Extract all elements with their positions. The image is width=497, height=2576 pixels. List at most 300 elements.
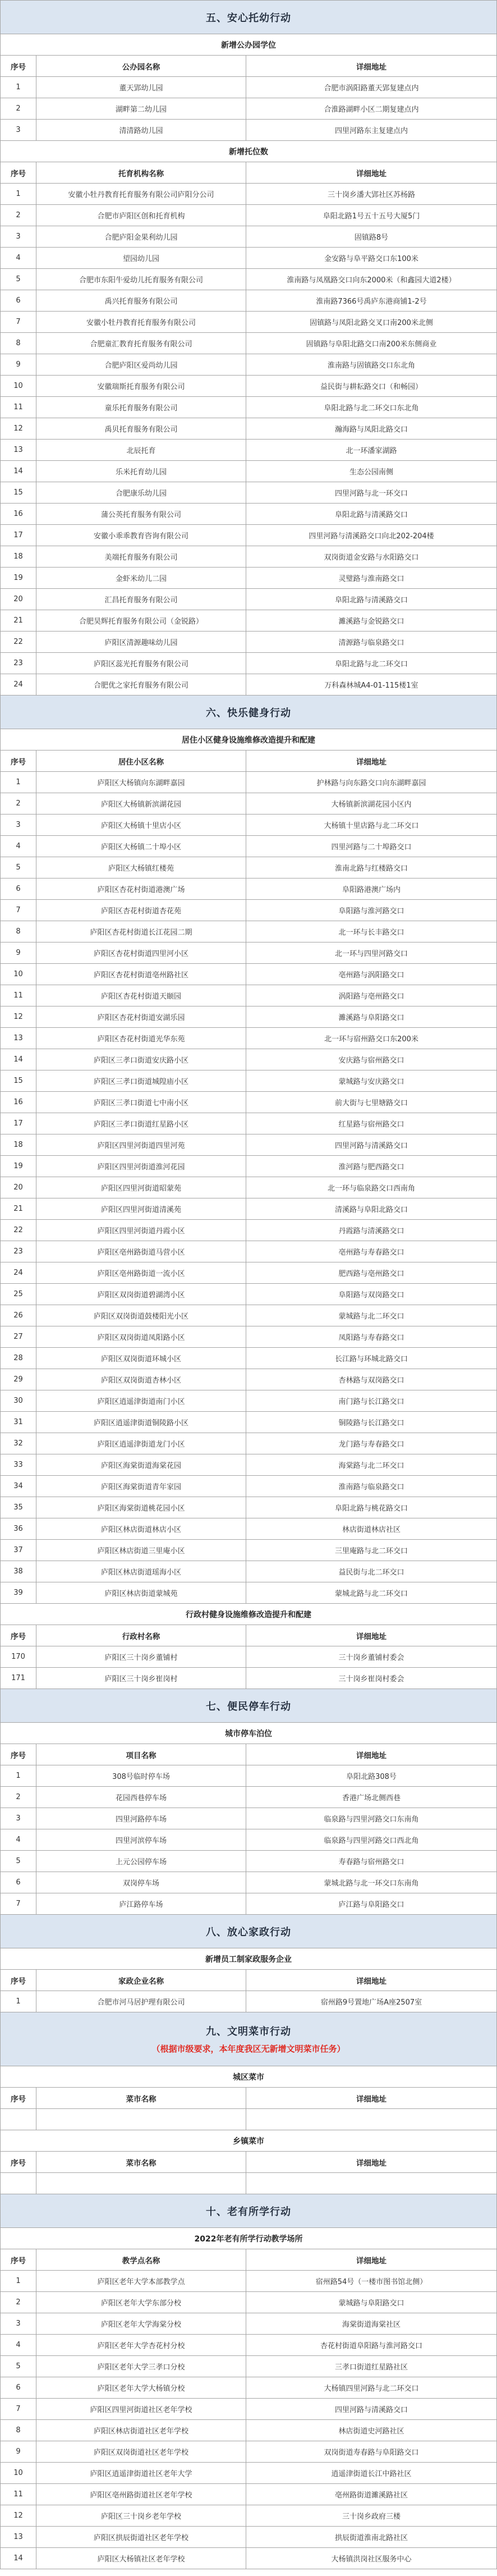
cell-index: 2	[1, 2292, 36, 2313]
cell-name: 庐阳区杏花村街道杏花苑	[36, 900, 246, 921]
cell-address: 长江路与环城北路交口	[334, 1355, 408, 1364]
table-row	[1, 1540, 496, 1561]
table-row	[1, 2335, 496, 2356]
cell-address: 临泉路与四里河路交口西北角	[324, 1837, 419, 1845]
section-title	[1, 2194, 496, 2228]
cell-address: 亳州路街道濉溪路社区	[334, 2491, 408, 2500]
cell-name: 庐阳区双岗街道社区老年学校	[36, 2441, 246, 2462]
cell-address: 固镇路8号	[354, 234, 389, 242]
table-row	[1, 1326, 496, 1348]
cell-index: 1	[1, 772, 36, 793]
cell-address: 龙门路与寿春路交口	[338, 1440, 404, 1449]
cell-name: 庐阳区林店街道三里庵小区	[36, 1540, 246, 1561]
cell-index: 10	[1, 2463, 36, 2483]
cell-name: 庐阳区海棠街道海棠花园	[36, 1454, 246, 1475]
column-header-index: 序号	[1, 751, 36, 771]
cell-name: 禹兴托育服务有限公司	[36, 290, 246, 311]
cell-index: 22	[1, 1220, 36, 1241]
cell-address: 北一环与宿州路交口东200米	[324, 1035, 418, 1044]
cell-index: 7	[1, 312, 36, 332]
table-row	[1, 836, 496, 857]
cell-name: 庐阳区逍遥津街道社区老年大学	[36, 2463, 246, 2483]
cell-index: 29	[1, 1369, 36, 1390]
cell-index: 35	[1, 1497, 36, 1518]
table-row	[1, 2527, 496, 2548]
cell-index: 19	[1, 568, 36, 588]
cell-index: 13	[1, 1028, 36, 1049]
empty-cell	[246, 2173, 496, 2194]
cell-name: 庐阳区双岗街道鼓楼阳光小区	[36, 1305, 246, 1326]
cell-address: 亳州路与寿春路交口	[338, 1248, 404, 1257]
section-title	[1, 1915, 496, 1948]
column-header-index: 序号	[1, 1744, 36, 1765]
cell-name: 庐阳区四里河街道淮河花园	[36, 1156, 246, 1177]
cell-address: 海棠街道海棠社区	[342, 2321, 401, 2329]
table-row	[1, 921, 496, 942]
table-row	[1, 2271, 496, 2292]
cell-index: 23	[1, 653, 36, 674]
table-row	[1, 2484, 496, 2505]
section	[1, 696, 496, 1689]
cell-index: 20	[1, 1177, 36, 1198]
cell-index: 9	[1, 2441, 36, 2462]
cell-name: 庐阳区杏花村街道天颐园	[36, 985, 246, 1006]
cell-name: 四里河路停车场	[36, 1808, 246, 1829]
cell-address: 安庆路与宿州路交口	[338, 1056, 404, 1065]
section-title	[1, 1, 496, 34]
cell-index: 3	[1, 815, 36, 835]
cell-index: 20	[1, 589, 36, 610]
cell-name: 上元公园停车场	[36, 1851, 246, 1872]
cell-address: 宿州路9号置地广场A座2507室	[320, 1998, 422, 2007]
cell-index: 18	[1, 546, 36, 567]
table-row	[1, 674, 496, 696]
column-header-address: 详细地址	[356, 62, 386, 72]
table-row	[1, 1156, 496, 1177]
section	[1, 2012, 496, 2194]
cell-index: 24	[1, 1262, 36, 1283]
section-title-text: 十、老有所学行动	[206, 2206, 291, 2218]
cell-name: 庐阳区老年大学三孝口分校	[36, 2356, 246, 2377]
column-header-name: 菜市名称	[36, 2088, 246, 2108]
column-header-index: 序号	[1, 2152, 36, 2172]
cell-index: 2	[1, 98, 36, 119]
cell-index: 10	[1, 376, 36, 396]
empty-cell	[246, 2109, 496, 2130]
cell-index: 11	[1, 2484, 36, 2505]
cell-address: 林店街道史河路社区	[338, 2427, 404, 2436]
cell-name: 庐阳区林店街道林店小区	[36, 1518, 246, 1539]
cell-address: 肥西路与亳州路交口	[338, 1270, 404, 1278]
cell-address: 四里河路与清溪路交口	[334, 2406, 408, 2414]
cell-name: 安徽小牡丹教育托育服务有限公司	[36, 312, 246, 332]
section	[1, 1915, 496, 2012]
cell-name: 庐阳区三孝口街道红星路小区	[36, 1113, 246, 1134]
column-header-index: 序号	[1, 1970, 36, 1991]
cell-index: 1	[1, 1765, 36, 1786]
cell-address: 庐江路与阜阳路交口	[338, 1901, 404, 1909]
cell-name: 庐阳区大杨镇向东湖畔嘉园	[36, 772, 246, 793]
cell-index: 33	[1, 1454, 36, 1475]
cell-name: 庐阳区杏花村街道光华东苑	[36, 1028, 246, 1049]
cell-address: 阜阳北路与清溪路交口	[334, 511, 408, 519]
cell-name: 庐阳区老年大学大杨镇分校	[36, 2377, 246, 2398]
table-row	[1, 1893, 496, 1915]
cell-address: 寿春路与宿州路交口	[338, 1858, 404, 1866]
cell-name: 庐阳区三十岗乡老年学校	[36, 2505, 246, 2526]
cell-address: 益民街与北二环交口	[338, 1568, 404, 1577]
cell-address: 蒙城北路与北二环交口	[334, 1590, 408, 1598]
cell-index: 6	[1, 1872, 36, 1893]
table-row	[1, 610, 496, 632]
table-row	[1, 1829, 496, 1851]
cell-name: 庐阳区逍遥津街道龙门小区	[36, 1433, 246, 1454]
cell-index: 14	[1, 2548, 36, 2569]
cell-name: 合肥庐阳区爱尚幼儿园	[36, 354, 246, 375]
cell-address: 清溪路与阜阳北路交口	[334, 1206, 408, 1214]
cell-name: 庐阳区四里河街道昭蒙苑	[36, 1177, 246, 1198]
cell-address: 四里河路与清溪路交口向北202-204楼	[309, 532, 434, 541]
cell-address: 铜陵路与长江路交口	[338, 1419, 404, 1427]
table-row	[1, 2313, 496, 2335]
table-row	[1, 815, 496, 836]
cell-address: 蒙城路与安庆路交口	[338, 1078, 404, 1086]
table-row	[1, 568, 496, 589]
column-header-address: 详细地址	[356, 169, 386, 179]
table-subtitle: 行政村健身设施维修改造提升和配建	[1, 1604, 496, 1625]
table-header-row	[1, 2088, 496, 2109]
table-row	[1, 942, 496, 964]
cell-index: 7	[1, 2399, 36, 2419]
cell-address: 大杨镇十里店路与北二环交口	[324, 822, 419, 830]
table-row	[1, 418, 496, 440]
table-row	[1, 226, 496, 248]
empty-cell	[36, 2109, 246, 2130]
empty-cell	[1, 2173, 36, 2194]
cell-index: 1	[1, 77, 36, 98]
table-header-row	[1, 56, 496, 77]
cell-name: 庐阳区亳州路街道社区老年学校	[36, 2484, 246, 2505]
cell-index: 12	[1, 1006, 36, 1027]
cell-name: 庐阳区双岗街道碧湖湾小区	[36, 1284, 246, 1305]
section-title-text: 九、文明菜市行动	[206, 2026, 291, 2038]
cell-address: 阜阳路与淮河路交口	[338, 907, 404, 916]
table-row	[1, 964, 496, 985]
cell-name: 北辰托育	[36, 440, 246, 460]
cell-index: 39	[1, 1582, 36, 1603]
cell-address: 合淮路湖畔小区二期复建点内	[324, 106, 419, 114]
cell-index: 13	[1, 2527, 36, 2547]
cell-name: 四里河滨停车场	[36, 1829, 246, 1850]
table-row	[1, 290, 496, 312]
cell-name: 庐阳区双岗街道环城小区	[36, 1348, 246, 1369]
cell-name: 庐阳区四里河街道丹霞小区	[36, 1220, 246, 1241]
cell-address: 北一环潘家湖路	[346, 447, 397, 455]
table-row	[1, 1262, 496, 1284]
cell-address: 三十岗乡董铺村委会	[338, 1654, 404, 1662]
cell-name: 庐阳区大杨镇红楼苑	[36, 857, 246, 878]
cell-index: 7	[1, 900, 36, 921]
column-header-address: 详细地址	[356, 1976, 386, 1986]
cell-index: 2	[1, 793, 36, 814]
table-row	[1, 1787, 496, 1808]
table-row	[1, 1518, 496, 1540]
table-header-row	[1, 162, 496, 184]
cell-name: 庐阳区逍遥津街道南门小区	[36, 1390, 246, 1411]
cell-address: 北一环与临泉路交口西南角	[327, 1184, 415, 1193]
cell-index: 38	[1, 1561, 36, 1582]
table-row	[1, 1454, 496, 1476]
cell-index: 10	[1, 964, 36, 985]
table-row	[1, 900, 496, 921]
section-title-text: 八、放心家政行动	[206, 1926, 291, 1938]
cell-index: 1	[1, 2271, 36, 2291]
cell-index: 17	[1, 525, 36, 546]
cell-address: 合肥市涡阳路董天郢复建点内	[324, 84, 419, 93]
cell-name: 庐阳区杏花村街道港澳广场	[36, 879, 246, 899]
cell-index: 1	[1, 1991, 36, 2012]
column-header-name: 居住小区名称	[36, 751, 246, 771]
column-header-address: 详细地址	[356, 1632, 386, 1641]
table-subtitle: 乡镇菜市	[1, 2130, 496, 2152]
empty-row	[1, 2173, 496, 2194]
cell-address: 杏林路与双岗路交口	[338, 1376, 404, 1385]
cell-address: 林店街道林店社区	[342, 1526, 401, 1534]
cell-index: 31	[1, 1412, 36, 1433]
cell-name: 合肥童汇教育托育服务有限公司	[36, 333, 246, 354]
section-note: （根据市级要求，本年度我区无新增文明菜市任务）	[151, 2044, 346, 2054]
table-row	[1, 269, 496, 290]
column-header-name: 行政村名称	[36, 1625, 246, 1646]
cell-name: 庐阳区大杨镇二十埠小区	[36, 836, 246, 857]
cell-address: 大杨镇新滨湖花园小区内	[331, 800, 412, 809]
cell-address: 淮南路与固镇路交口东北角	[327, 362, 415, 370]
cell-name: 庐阳区老年大学杏花村分校	[36, 2335, 246, 2355]
table-row	[1, 1390, 496, 1412]
cell-index: 3	[1, 2313, 36, 2334]
cell-index: 4	[1, 1829, 36, 1850]
table-row	[1, 2399, 496, 2420]
cell-index: 16	[1, 1092, 36, 1113]
cell-index: 3	[1, 1808, 36, 1829]
table-row	[1, 2548, 496, 2569]
cell-index: 36	[1, 1518, 36, 1539]
cell-address: 北一环与长丰路交口	[338, 928, 404, 937]
cell-address: 逍遥津街道长江中路社区	[331, 2470, 412, 2478]
cell-index: 5	[1, 857, 36, 878]
table-row	[1, 1049, 496, 1070]
cell-address: 四里河路东主复建点内	[334, 127, 408, 135]
cell-address: 阜阳路与双岗路交口	[338, 1291, 404, 1300]
cell-address: 三里庵路与北二环交口	[334, 1547, 408, 1555]
cell-name: 金虾米幼儿二园	[36, 568, 246, 588]
cell-address: 濉溪路与金锐路交口	[338, 617, 404, 626]
cell-name: 庐阳区三孝口街道城隍庙小区	[36, 1070, 246, 1091]
cell-address: 濉溪路与阜阳路交口	[338, 1014, 404, 1022]
table-row	[1, 1476, 496, 1497]
cell-address: 瀚海路与凤阳北路交口	[334, 425, 408, 434]
cell-address: 三十岗乡潘大郢社区苏杨路	[327, 191, 415, 199]
cell-name: 庐阳区四里河街道四里河苑	[36, 1134, 246, 1155]
table-subtitle: 2022年老有所学行动教学场所	[1, 2228, 496, 2249]
cell-index: 171	[1, 1668, 36, 1689]
column-header-index: 序号	[1, 162, 36, 183]
cell-name: 庐阳区三十岗乡董铺村	[36, 1646, 246, 1667]
cell-index: 11	[1, 985, 36, 1006]
section-title	[1, 696, 496, 729]
table-row	[1, 1561, 496, 1582]
cell-name: 庐阳区林店街道蒙城苑	[36, 1582, 246, 1603]
cell-index: 32	[1, 1433, 36, 1454]
cell-index: 5	[1, 2356, 36, 2377]
cell-name: 双岗停车场	[36, 1872, 246, 1893]
cell-name: 庐阳区三孝口街道安庆路小区	[36, 1049, 246, 1070]
cell-name: 庐阳区逍遥津街道铜陵路小区	[36, 1412, 246, 1433]
cell-address: 固镇路与阜阳北路交口南200米东侧商业	[306, 340, 437, 349]
cell-name: 蒲公英托育服务有限公司	[36, 504, 246, 524]
column-header-name: 托育机构名称	[36, 162, 246, 183]
cell-address: 清源路与临泉路交口	[338, 639, 404, 647]
table-row	[1, 184, 496, 205]
cell-index: 5	[1, 1851, 36, 1872]
column-header-address: 详细地址	[356, 757, 386, 767]
cell-address: 阜阳北路308号	[346, 1773, 397, 1781]
table-row	[1, 793, 496, 815]
cell-index: 6	[1, 290, 36, 311]
cell-name: 庐阳区亳州路街道一流小区	[36, 1262, 246, 1283]
cell-name: 308号临时停车场	[36, 1765, 246, 1786]
cell-index: 8	[1, 921, 36, 942]
table-row	[1, 632, 496, 653]
table-row	[1, 1220, 496, 1241]
cell-name: 庐阳区海棠街道桃花园小区	[36, 1497, 246, 1518]
table-row	[1, 546, 496, 568]
table-subtitle: 城区菜市	[1, 2066, 496, 2088]
table-row	[1, 504, 496, 525]
cell-index: 23	[1, 1241, 36, 1262]
column-header-name: 公办园名称	[36, 56, 246, 76]
cell-index: 11	[1, 397, 36, 418]
cell-index: 28	[1, 1348, 36, 1369]
cell-name: 合肥昊辉托育服务有限公司（金锐路）	[36, 610, 246, 631]
cell-address: 大杨镇洪岗社区服务中心	[331, 2555, 412, 2564]
table-row	[1, 1006, 496, 1028]
table-row	[1, 77, 496, 98]
cell-address: 淮南路与凤凰路交口向东2000米（和鑫园大道2楼）	[287, 276, 456, 285]
table-row	[1, 1808, 496, 1829]
table-row	[1, 1412, 496, 1433]
cell-name: 合肥市东阳牛爱幼儿托育服务有限公司	[36, 269, 246, 290]
table-row	[1, 1113, 496, 1134]
cell-index: 14	[1, 461, 36, 482]
column-header-index: 序号	[1, 2088, 36, 2108]
table-row	[1, 1497, 496, 1518]
cell-name: 禹贝托育服务有限公司	[36, 418, 246, 439]
table-header-row	[1, 2249, 496, 2271]
cell-name: 安徽小乖乖教育咨询有限公司	[36, 525, 246, 546]
cell-name: 安徽瑞斯托育服务有限公司	[36, 376, 246, 396]
cell-address: 淮南路与临泉路交口	[338, 1483, 404, 1491]
cell-address: 海棠路与北二环交口	[338, 1462, 404, 1470]
cell-index: 3	[1, 120, 36, 140]
cell-name: 望园幼儿园	[36, 248, 246, 268]
table-header-row	[1, 2152, 496, 2173]
cell-index: 26	[1, 1305, 36, 1326]
cell-index: 9	[1, 942, 36, 963]
cell-index: 14	[1, 1049, 36, 1070]
cell-name: 湖畔第二幼儿园	[36, 98, 246, 119]
cell-address: 双岗街道金安路与水阳路交口	[324, 553, 419, 562]
cell-name: 童乐托育服务有限公司	[36, 397, 246, 418]
cell-index: 19	[1, 1156, 36, 1177]
column-header-name: 教学点名称	[36, 2249, 246, 2270]
cell-index: 17	[1, 1113, 36, 1134]
cell-index: 4	[1, 248, 36, 268]
table-subtitle: 新增公办园学位	[1, 34, 496, 56]
cell-address: 阜阳路港澳广场内	[342, 886, 401, 894]
cell-name: 合肥市河马居护理有限公司	[36, 1991, 246, 2012]
table-row	[1, 1305, 496, 1326]
cell-index: 22	[1, 632, 36, 652]
table-subtitle: 居住小区健身设施维修改造提升和配建	[1, 729, 496, 751]
cell-index: 34	[1, 1476, 36, 1497]
cell-name: 汇昌托育服务有限公司	[36, 589, 246, 610]
cell-address: 生态公园南侧	[349, 468, 393, 477]
column-header-index: 序号	[1, 1625, 36, 1646]
cell-name: 庐阳区杏花村街道四里河小区	[36, 942, 246, 963]
cell-index: 16	[1, 504, 36, 524]
table-subtitle: 城市停车泊位	[1, 1723, 496, 1744]
table-row	[1, 1070, 496, 1092]
cell-name: 合肥市庐阳区创和托育机构	[36, 205, 246, 226]
section-title-text: 五、安心托幼行动	[206, 12, 291, 24]
cell-name: 庐江路停车场	[36, 1893, 246, 1914]
cell-name: 庐阳区蕊光托育服务有限公司	[36, 653, 246, 674]
cell-index: 24	[1, 674, 36, 695]
table-row	[1, 1851, 496, 1872]
cell-address: 淮南北路与红楼路交口	[334, 864, 408, 873]
cell-index: 8	[1, 333, 36, 354]
cell-index: 15	[1, 482, 36, 503]
cell-address: 三孝口街道红星路社区	[334, 2363, 408, 2372]
cell-index: 170	[1, 1646, 36, 1667]
cell-address: 四里河路与二十埠路交口	[331, 843, 412, 852]
column-header-index: 序号	[1, 2249, 36, 2270]
cell-address: 护林路与向东路交口向东湖畔嘉园	[316, 779, 426, 788]
table-row	[1, 857, 496, 879]
cell-address: 益民街与耕耘路交口（和畅园）	[320, 383, 422, 391]
cell-address: 宿州路54号（一楼市图书馆北侧）	[315, 2278, 427, 2286]
table-row	[1, 1028, 496, 1049]
table-row	[1, 120, 496, 141]
table-row	[1, 312, 496, 333]
empty-cell	[1, 2109, 36, 2130]
table-row	[1, 1369, 496, 1390]
table-row	[1, 2420, 496, 2441]
cell-name: 庐阳区林店街道瑶海小区	[36, 1561, 246, 1582]
cell-index: 15	[1, 1070, 36, 1091]
table-header-row	[1, 1625, 496, 1646]
cell-name: 庐阳区老年大学东部分校	[36, 2292, 246, 2313]
cell-address: 四里河路与北一环交口	[334, 489, 408, 498]
table-row	[1, 525, 496, 546]
table-row	[1, 397, 496, 418]
table-row	[1, 1241, 496, 1262]
cell-name: 庐阳区林店街道社区老年学校	[36, 2420, 246, 2441]
table-row	[1, 1092, 496, 1113]
cell-address: 双岗街道寿春路与阜阳路交口	[324, 2449, 419, 2457]
cell-address: 凤阳路与寿春路交口	[338, 1334, 404, 1342]
